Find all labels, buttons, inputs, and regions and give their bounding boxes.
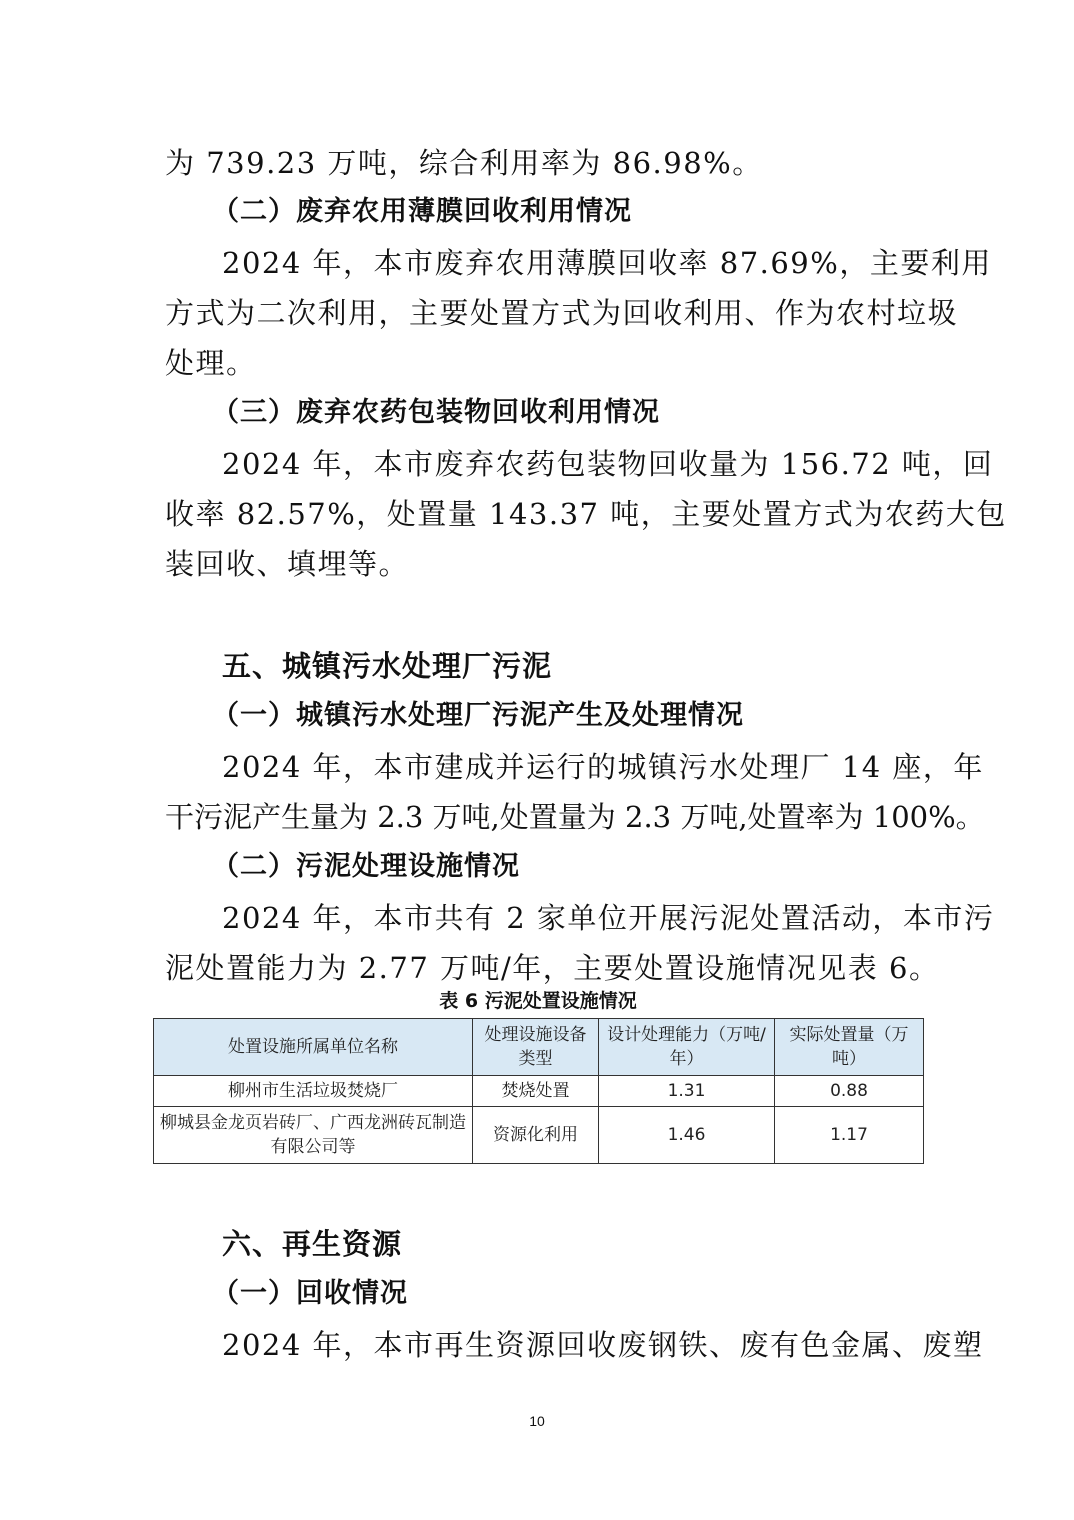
paragraph-line: 干污泥产生量为 2.3 万吨,处置量为 2.3 万吨,处置率为 100%。 <box>165 800 985 834</box>
paragraph-line: 处理。 <box>165 346 257 380</box>
section-heading-recycling: （一）回收情况 <box>212 1278 408 1309</box>
sludge-facility-table <box>153 1018 924 1164</box>
cell-type: 焚烧处置 <box>473 1076 599 1107</box>
paragraph-line: 2024 年，本市再生资源回收废钢铁、废有色金属、废塑 <box>222 1328 984 1362</box>
paragraph-line: 2024 年，本市共有 2 家单位开展污泥处置活动，本市污 <box>222 901 995 935</box>
column-header-type: 处理设施设备类型 <box>473 1019 599 1076</box>
paragraph-line: 2024 年，本市建成并运行的城镇污水处理厂 14 座，年 <box>222 750 984 784</box>
paragraph-line: 方式为二次利用，主要处置方式为回收利用、作为农村垃圾 <box>165 296 959 330</box>
chapter-heading-recycled-resources: 六、再生资源 <box>222 1227 403 1261</box>
column-header-actual: 实际处置量（万吨） <box>775 1019 924 1076</box>
paragraph-line: 装回收、填埋等。 <box>165 547 410 581</box>
section-heading-film: （二）废弃农用薄膜回收利用情况 <box>212 196 632 227</box>
cell-unit: 柳城县金龙页岩砖厂、广西龙洲砖瓦制造有限公司等 <box>154 1107 473 1164</box>
table-caption: 表 6 污泥处置设施情况 <box>439 990 637 1012</box>
paragraph-line: 收率 82.57%，处置量 143.37 吨，主要处置方式为农药大包 <box>165 497 1007 531</box>
cell-actual: 0.88 <box>775 1076 924 1107</box>
page-number: 10 <box>529 1413 545 1429</box>
cell-capacity: 1.46 <box>599 1107 775 1164</box>
paragraph-line: 2024 年，本市废弃农用薄膜回收率 87.69%，主要利用 <box>222 246 992 280</box>
table-row <box>154 1076 924 1107</box>
column-header-capacity: 设计处理能力（万吨/年） <box>599 1019 775 1076</box>
cell-capacity: 1.31 <box>599 1076 775 1107</box>
chapter-heading-sludge: 五、城镇污水处理厂污泥 <box>222 649 553 683</box>
column-header-unit: 处置设施所属单位名称 <box>154 1019 473 1076</box>
table-header-row <box>154 1019 924 1076</box>
paragraph-line: 2024 年，本市废弃农药包装物回收量为 156.72 吨，回 <box>222 447 994 481</box>
cell-type: 资源化利用 <box>473 1107 599 1164</box>
section-heading-pesticide: （三）废弃农药包装物回收利用情况 <box>212 397 660 428</box>
paragraph-line: 泥处置能力为 2.77 万吨/年，主要处置设施情况见表 6。 <box>165 951 940 985</box>
paragraph-line: 为 739.23 万吨，综合利用率为 86.98%。 <box>165 146 763 180</box>
section-heading-sludge-facilities: （二）污泥处理设施情况 <box>212 851 520 882</box>
cell-unit: 柳州市生活垃圾焚烧厂 <box>154 1076 473 1107</box>
cell-actual: 1.17 <box>775 1107 924 1164</box>
table-row <box>154 1107 924 1164</box>
section-heading-sludge-production: （一）城镇污水处理厂污泥产生及处理情况 <box>212 700 744 731</box>
